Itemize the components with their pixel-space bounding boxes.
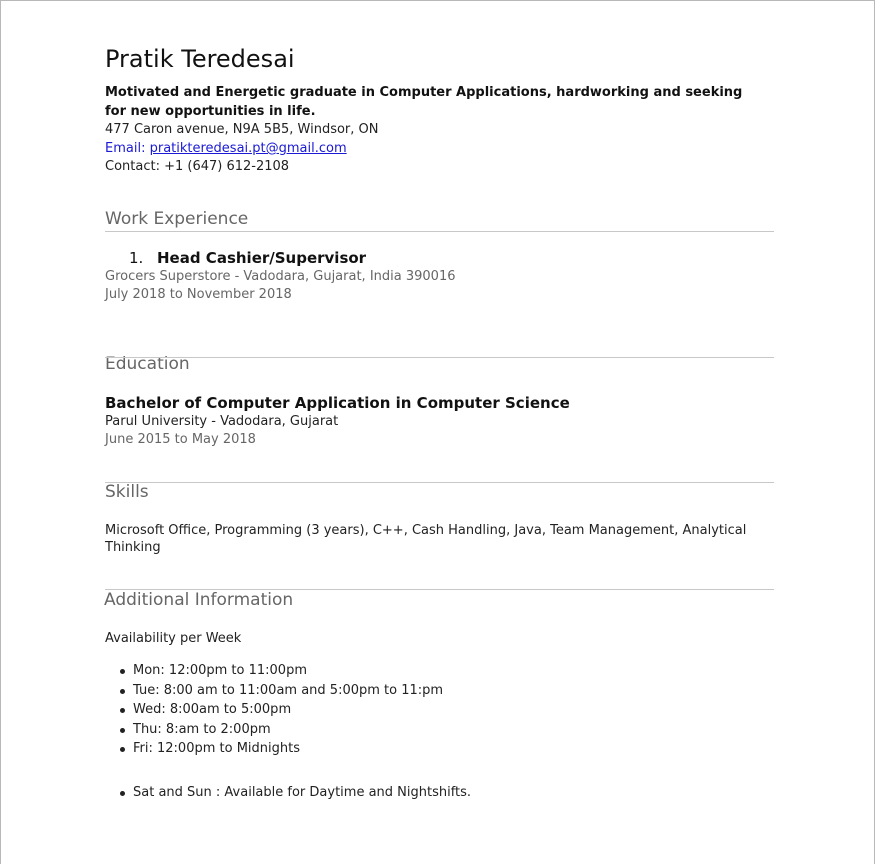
skills-text: Microsoft Office, Programming (3 years), C++, Cash Handling, Java, Team Management, Analytical Thinking <box>105 523 747 555</box>
address: 477 Caron avenue, N9A 5B5, Windsor, ON <box>105 122 379 137</box>
section-title-skills: Skills <box>105 482 149 502</box>
candidate-name: Pratik Teredesai <box>105 45 295 73</box>
list-item: Sat and Sun : Available for Daytime and Nightshifts. <box>105 783 471 803</box>
section-title-additional: Additional Information <box>104 590 294 610</box>
availability-label: Availability per Week <box>105 631 242 646</box>
divider <box>105 357 774 358</box>
list-item: Mon: 12:00pm to 11:00pm <box>105 661 443 681</box>
education-dates: June 2015 to May 2018 <box>105 432 256 447</box>
section-title-work: Work Experience <box>105 209 249 229</box>
weekday-availability-list <box>105 661 443 759</box>
divider <box>105 589 774 590</box>
job-number: 1. <box>129 249 144 267</box>
school: Parul University - Vadodara, Gujarat <box>105 414 339 429</box>
job-dates: July 2018 to November 2018 <box>105 287 292 302</box>
list-item: Tue: 8:00 am to 11:00am and 5:00pm to 11:pm <box>105 681 443 701</box>
job-title <box>129 249 366 267</box>
section-title-education: Education <box>105 354 190 374</box>
job-employer: Grocers Superstore - Vadodara, Gujarat, India 390016 <box>105 269 456 284</box>
contact: Contact: +1 (647) 612-2108 <box>105 159 290 174</box>
divider <box>105 231 774 232</box>
list-item: Wed: 8:00am to 5:00pm <box>105 700 443 720</box>
list-item: Thu: 8:am to 2:00pm <box>105 720 443 740</box>
summary: Motivated and Energetic graduate in Computer Applications, hardworking and seeking for new opportunities in life. <box>105 85 743 119</box>
job-position: Head Cashier/Supervisor <box>157 249 367 267</box>
email-line <box>105 141 347 156</box>
list-item: Fri: 12:00pm to Midnights <box>105 739 443 759</box>
email-label: Email: <box>105 141 150 156</box>
divider <box>105 482 774 483</box>
weekend-availability-list <box>105 783 471 803</box>
email-link[interactable]: pratikteredesai.pt@gmail.com <box>149 141 347 156</box>
degree-title: Bachelor of Computer Application in Computer Science <box>105 394 570 412</box>
